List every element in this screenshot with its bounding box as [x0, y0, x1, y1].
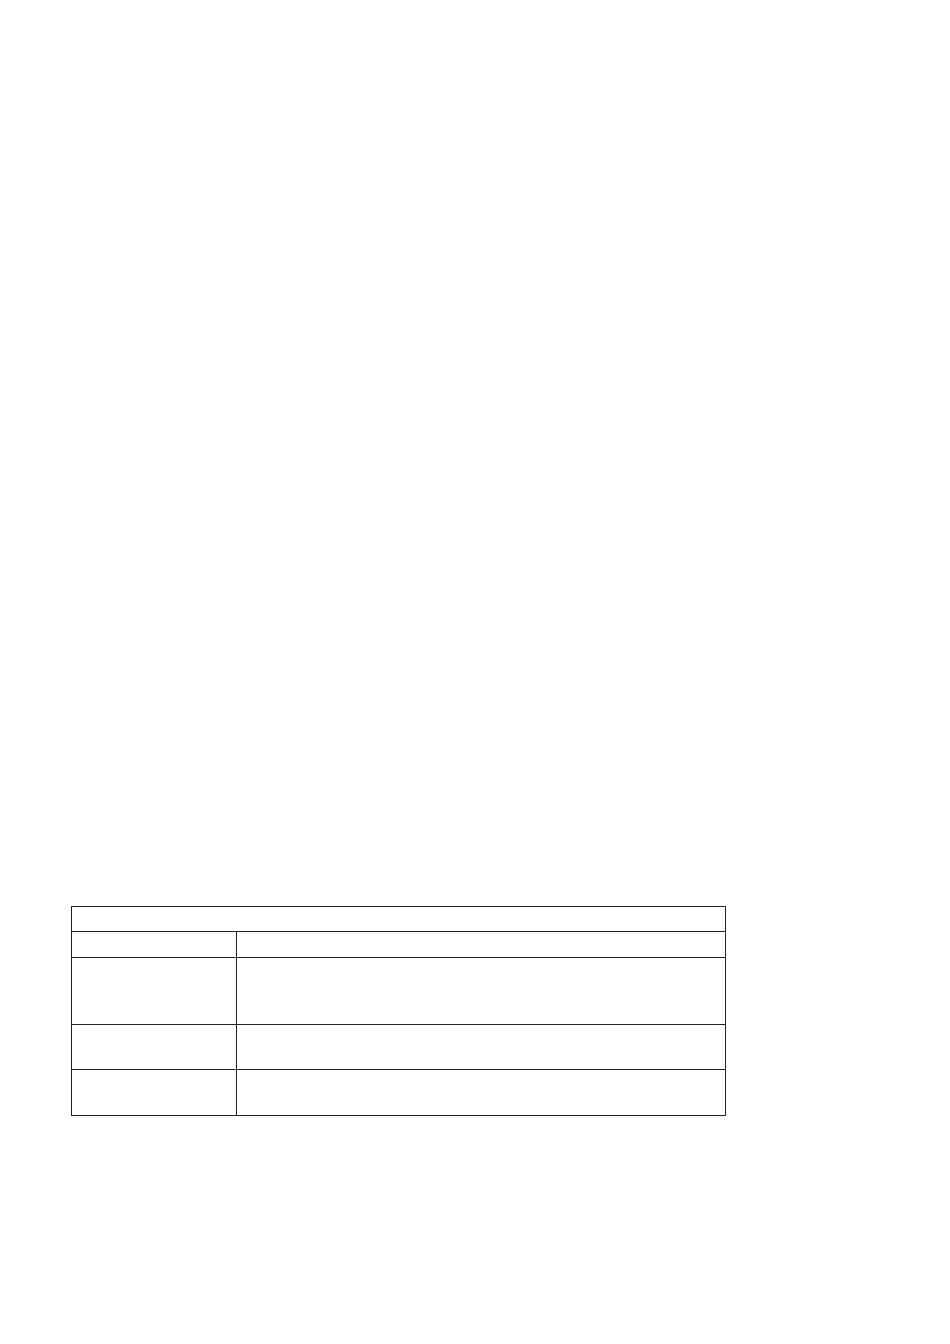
table-row: [72, 1070, 726, 1116]
table-title: [72, 907, 726, 932]
row-label: [72, 1070, 237, 1116]
row-content: [237, 958, 726, 1025]
row-label: [72, 958, 237, 1025]
row-content: [237, 932, 726, 958]
table-row: [72, 958, 726, 1025]
row-content: [237, 1070, 726, 1116]
row-label: [72, 932, 237, 958]
table-row: [72, 1025, 726, 1070]
row-content: [237, 1025, 726, 1070]
table-row: [72, 932, 726, 958]
row-label: [72, 1025, 237, 1070]
info-table: [71, 906, 726, 1116]
